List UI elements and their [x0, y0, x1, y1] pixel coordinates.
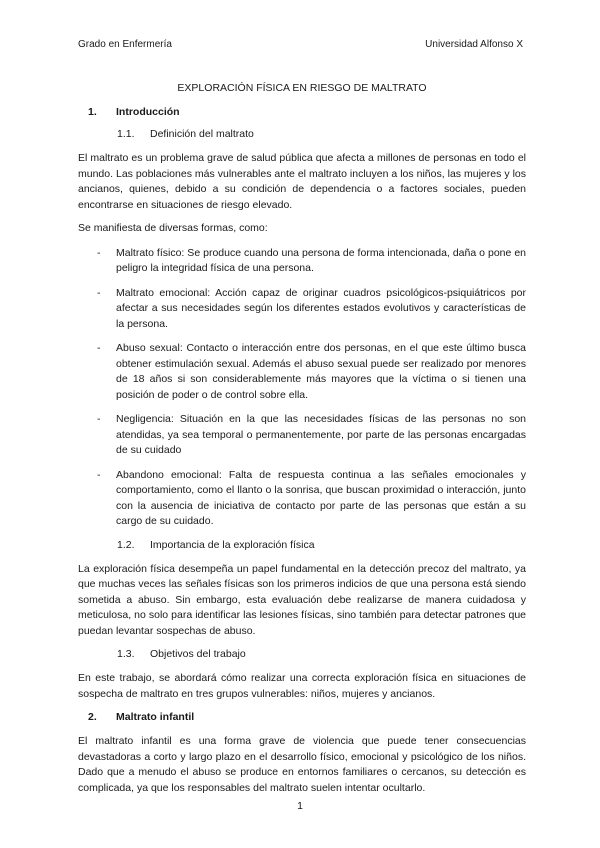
subsection-heading-1-2	[78, 539, 526, 552]
subsection-title: Definición del maltrato	[150, 128, 254, 140]
page-content	[78, 82, 526, 796]
list-item-text: Abuso sexual: Contacto o interacción entre dos personas, en el que este último busca obtener estimulación sexual. Además el abuso sexual puede ser realizado por menores de 18 años si son considerablemente más mayores que la víctima o si tienen una posición de poder o de control sobre ella.	[116, 342, 526, 401]
subsection-number: 1.1.	[117, 128, 135, 140]
paragraph: Se manifiesta de diversas formas, como:	[78, 222, 268, 234]
subsection-number: 1.3.	[117, 648, 135, 660]
subsection-title: Objetivos del trabajo	[150, 648, 246, 660]
list-bullet: -	[97, 413, 101, 425]
list-item-text: Abandono emocional: Falta de respuesta continua a las señales emocionales y comportamiento, como el llanto o la sonrisa, que buscan proximidad o interacción, junto con la ausencia de iniciativa de contacto por parte de las personas que están a su cargo de su cuidado.	[116, 468, 526, 527]
section-heading-1	[78, 106, 526, 119]
list-bullet: -	[97, 286, 101, 299]
list-item	[78, 341, 526, 403]
list-bullet: -	[97, 342, 101, 354]
header-right: Universidad Alfonso X	[425, 39, 523, 50]
subsection-heading-1-1	[78, 128, 526, 141]
list-item	[78, 286, 526, 333]
abuse-types-list	[78, 246, 526, 530]
section-number: 2.	[88, 711, 97, 723]
list-item	[78, 412, 526, 459]
section-number: 1.	[88, 106, 97, 118]
list-item-text: Negligencia: Situación en la que las necesidades físicas de las personas no son atendidas, ya sea temporal o permanentemente, por parte de las personas encargadas de su cuidado	[116, 413, 526, 456]
list-item	[78, 468, 526, 530]
list-bullet: -	[97, 468, 101, 481]
paragraph: La exploración física desempeña un papel fundamental en la detección precoz del maltrato, ya que muchas veces las señales físicas son los primeros indicios de que una persona está siendo sometida a abuso. Sin embargo, esta evaluación debe realizarse de manera cuidadosa y meticulosa, no solo para identificar las lesiones físicas, sino también para detectar patrones que puedan levantar sospechas de abuso.	[78, 562, 526, 637]
list-item-text: Maltrato emocional: Acción capaz de originar cuadros psicológicos-psiquiátricos por afectar a sus necesidades según los diferentes estados evolutivos y características de la persona.	[116, 286, 526, 330]
paragraph: El maltrato es un problema grave de salud pública que afecta a millones de personas en todo el mundo. Las poblaciones más vulnerables ante el maltrato incluyen a los niños, las mujeres y los ancianos, quienes, debido a su condición de dependencia o a factores sociales, pueden encontrarse en situaciones de riesgo elevado.	[78, 152, 526, 211]
section-heading-2	[78, 711, 526, 724]
subsection-number: 1.2.	[117, 538, 135, 551]
subsection-heading-1-3	[78, 648, 526, 661]
list-bullet: -	[97, 246, 101, 259]
document-title: EXPLORACIÓN FÍSICA EN RIESGO DE MALTRATO	[177, 82, 427, 94]
list-item-text: Maltrato físico: Se produce cuando una persona de forma intencionada, daña o pone en peligro la integridad física de una persona.	[116, 246, 526, 274]
list-item	[78, 246, 526, 277]
subsection-title: Importancia de la exploración física	[150, 538, 315, 551]
page-number: 1	[297, 800, 303, 812]
paragraph: El maltrato infantil es una forma grave de violencia que puede tener consecuencias devastadoras a corto y largo plazo en el desarrollo físico, emocional y psicológico de los niños. Dado que a menudo el abuso se produce en entornos familiares o cercanos, su detección es complicada, ya que los responsables del maltrato suelen intentar ocultarlo.	[78, 735, 526, 794]
header-left: Grado en Enfermería	[78, 39, 172, 50]
section-title: Introducción	[116, 106, 180, 118]
paragraph: En este trabajo, se abordará cómo realizar una correcta exploración física en situaciones de sospecha de maltrato en tres grupos vulnerables: niños, mujeres y ancianos.	[78, 672, 526, 700]
section-title: Maltrato infantil	[116, 711, 195, 723]
